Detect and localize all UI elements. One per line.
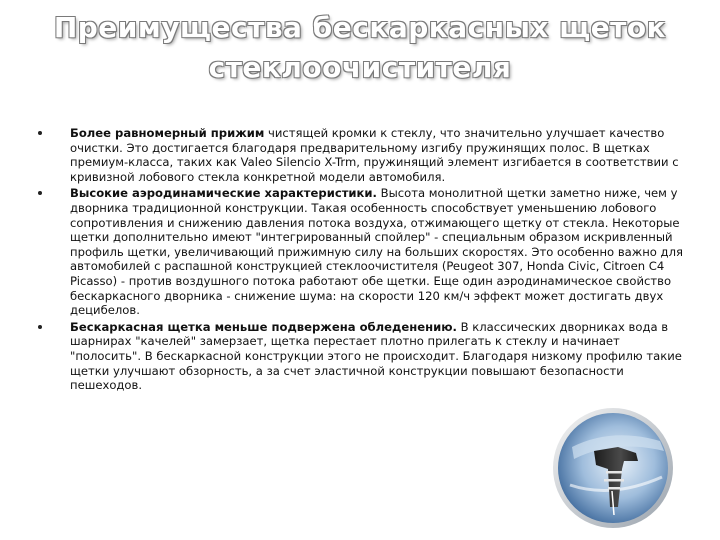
bullet-dot-icon bbox=[38, 191, 42, 195]
slide-title-line-1: Преимущества бескаркасных щеток bbox=[53, 11, 667, 44]
bullet-dot-icon bbox=[38, 325, 42, 329]
bullet-item bbox=[36, 320, 684, 393]
bullet-lead: Более равномерный прижим bbox=[70, 126, 265, 140]
bullet-text: чистящей кромки к стеклу, что значительно улучшает качество очистки. Это достигается благодаря предварительному изгибу пружинящих полос. В щетках премиум-класса, таких как Valeo Silencio X-Trm, пружинящий элемент изгибается в соответствии с кривизной лобового стекла конкретной модели автомобиля. bbox=[70, 126, 679, 184]
bullet-list bbox=[36, 126, 684, 395]
slide-title-line-2: стеклоочистителя bbox=[208, 51, 512, 84]
slide-title bbox=[0, 8, 720, 88]
bullet-dot-icon bbox=[38, 131, 42, 135]
bullet-text: В классических дворниках вода в шарнирах "качелей" замерзает, щетка перестает плотно прилегать к стеклу и начинает "полосить". В бескаркасной конструкции этого не происходит. Благодаря низкому профилю такие щетки улучшают обзорность, а за счет эластичной конструкции повышают безопасности пешеходов. bbox=[70, 319, 682, 393]
bullet-lead: Высокие аэродинамические характеристики. bbox=[70, 186, 377, 201]
bullet-item bbox=[36, 126, 684, 184]
wiper-blade-cross-section-icon bbox=[552, 407, 674, 529]
bullet-text: Высота монолитной щетки заметно ниже, чем у дворника традиционной конструкции. Такая особенность способствует уменьшению лобового сопротивления и снижению давления потока воздуха, отжимающего щетку от стекла. Некоторые щетки дополнительно имеют "интегрированный спойлер" - специальным образом искривленный профиль щетки, увеличивающий прижимную силу на больших скоростях. Это особенно важно для автомобилей с распашной конструкцией стеклоочистителя (Peugeot 307, Honda Civic, Citroen C4 Picasso) - против воздушного потока работают обе щетки. Еще один аэродинамическое свойство бескаркасного дворника - снижение шума: на скорости 120 км/ч эффект может достигать двух децибелов. bbox=[70, 186, 683, 318]
bullet-lead: Бескаркасная щетка меньше подвержена обледенению. bbox=[70, 319, 457, 334]
bullet-item bbox=[36, 186, 684, 317]
